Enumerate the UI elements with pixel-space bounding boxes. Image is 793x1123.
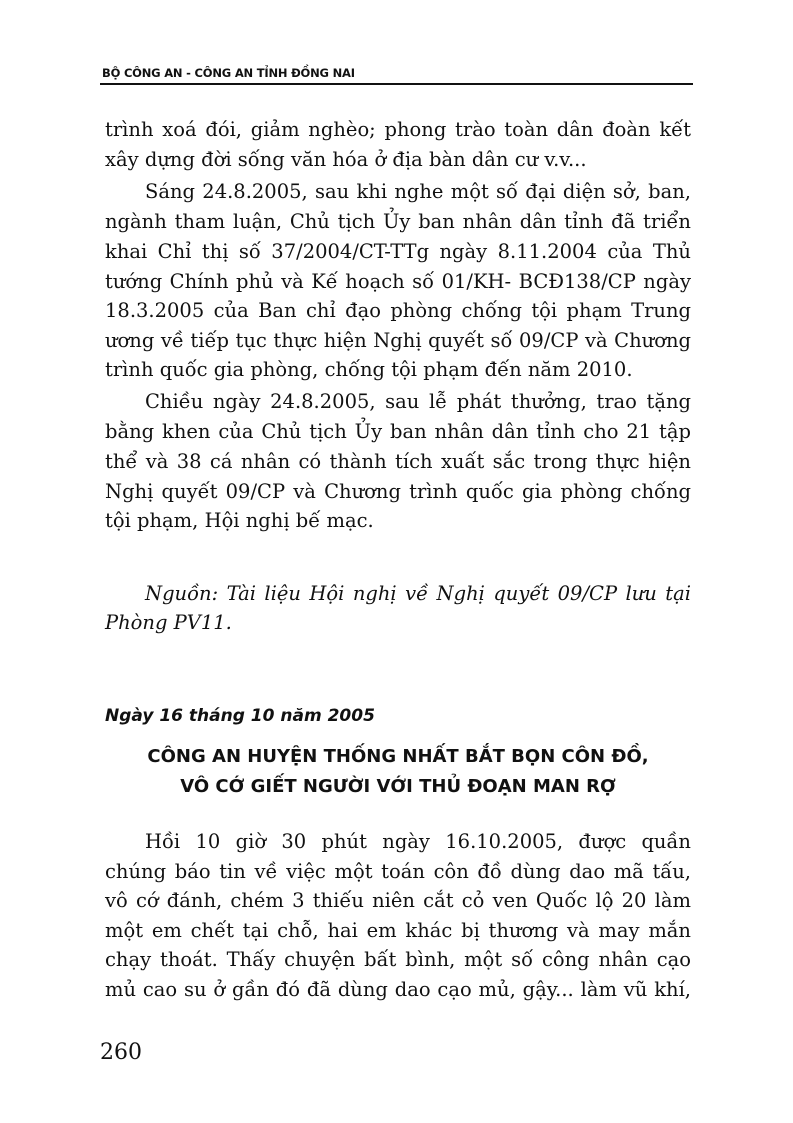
text-line: một em chết tại chỗ, hai em khác bị thương và may mắn bbox=[105, 919, 691, 942]
running-header: BỘ CÔNG AN - CÔNG AN TỈNH ĐỒNG NAI bbox=[102, 66, 355, 80]
text-line: ngành tham luận, Chủ tịch Ủy ban nhân dân tỉnh đã triển bbox=[105, 210, 691, 233]
text-line: Chiều ngày 24.8.2005, sau lễ phát thưởng, trao tặng bbox=[145, 390, 691, 413]
text-line: khai Chỉ thị số 37/2004/CT-TTg ngày 8.11.2004 của Thủ bbox=[105, 240, 691, 263]
text-line: ương về tiếp tục thực hiện Nghị quyết số 09/CP và Chương bbox=[105, 329, 691, 352]
text-line: Sáng 24.8.2005, sau khi nghe một số đại diện sở, ban, bbox=[145, 180, 691, 203]
text-line: Phòng PV11. bbox=[105, 611, 232, 634]
text-line: Hồi 10 giờ 30 phút ngày 16.10.2005, được quần bbox=[145, 830, 691, 853]
text-line: vô cớ đánh, chém 3 thiếu niên cắt cỏ ven Quốc lộ 20 làm bbox=[105, 889, 691, 912]
text-line: tội phạm, Hội nghị bế mạc. bbox=[105, 509, 374, 532]
page-number: 260 bbox=[100, 1040, 142, 1065]
section-date: Ngày 16 tháng 10 năm 2005 bbox=[105, 706, 375, 726]
section-title-line: CÔNG AN HUYỆN THỐNG NHẤT BẮT BỌN CÔN ĐỒ, bbox=[147, 746, 649, 767]
header-rule bbox=[100, 83, 693, 85]
text-line: chạy thoát. Thấy chuyện bất bình, một số công nhân cạo bbox=[105, 948, 691, 971]
text-line: Nguồn: Tài liệu Hội nghị về Nghị quyết 09/CP lưu tại bbox=[145, 582, 691, 605]
text-line: mủ cao su ở gần đó đã dùng dao cạo mủ, gậy... làm vũ khí, bbox=[105, 978, 691, 1001]
text-line: thể và 38 cá nhân có thành tích xuất sắc trong thực hiện bbox=[105, 450, 691, 473]
text-line: xây dựng đời sống văn hóa ở địa bàn dân cư v.v... bbox=[105, 148, 587, 171]
text-line: trình xoá đói, giảm nghèo; phong trào toàn dân đoàn kết bbox=[105, 118, 691, 141]
section-title-line: VÔ CỚ GIẾT NGƯỜI VỚI THỦ ĐOẠN MAN RỢ bbox=[180, 776, 616, 797]
text-line: Nghị quyết 09/CP và Chương trình quốc gia phòng chống bbox=[105, 480, 691, 503]
text-line: trình quốc gia phòng, chống tội phạm đến năm 2010. bbox=[105, 358, 633, 381]
text-line: tướng Chính phủ và Kế hoạch số 01/KH- BCĐ138/CP ngày bbox=[105, 270, 691, 293]
text-line: 18.3.2005 của Ban chỉ đạo phòng chống tội phạm Trung bbox=[105, 299, 691, 322]
text-line: bằng khen của Chủ tịch Ủy ban nhân dân tỉnh cho 21 tập bbox=[105, 420, 691, 443]
text-line: chúng báo tin về việc một toán côn đồ dùng dao mã tấu, bbox=[105, 860, 691, 883]
